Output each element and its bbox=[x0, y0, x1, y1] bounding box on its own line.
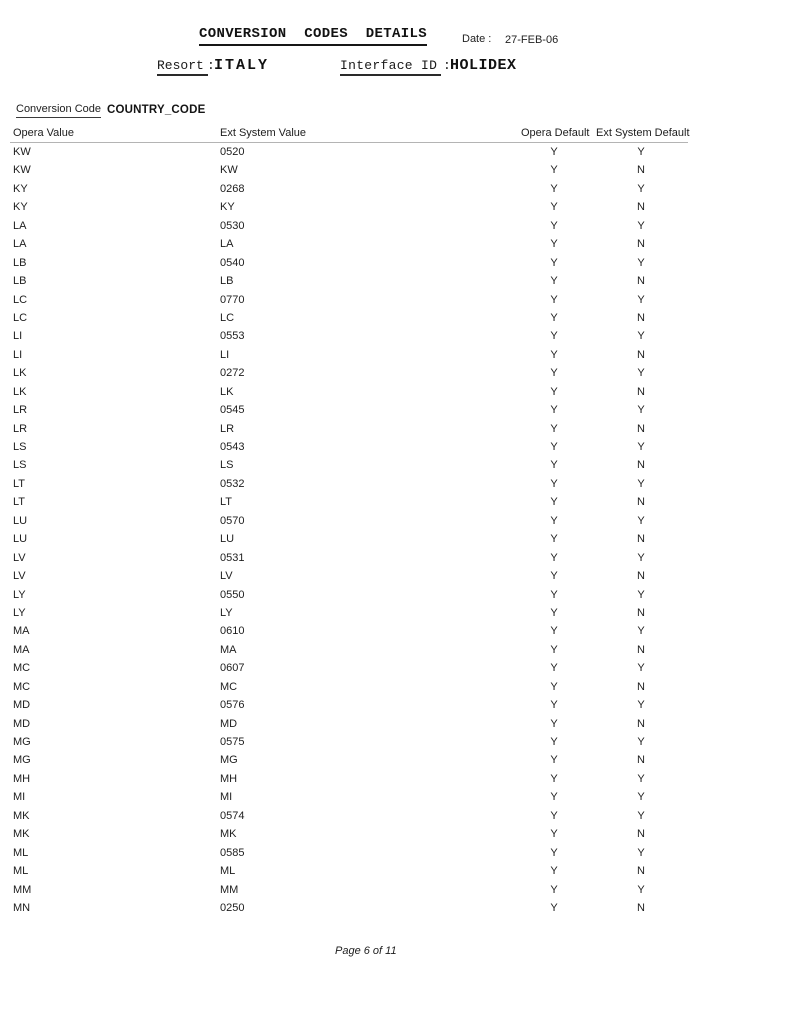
cell-ext-system-value: 0585 bbox=[220, 846, 245, 859]
table-row bbox=[0, 530, 791, 548]
cell-ext-system-value: 0545 bbox=[220, 404, 245, 417]
cell-ext-system-default: N bbox=[637, 533, 645, 546]
cell-ext-system-default: Y bbox=[637, 625, 645, 638]
cell-ext-system-default: Y bbox=[637, 699, 645, 712]
cell-ext-system-value: 0540 bbox=[220, 256, 245, 269]
cell-ext-system-value: 0531 bbox=[220, 551, 245, 564]
conversion-codes-table bbox=[0, 143, 791, 917]
table-row bbox=[0, 475, 791, 493]
cell-ext-system-default: N bbox=[637, 422, 645, 435]
cell-ext-system-value: 0607 bbox=[220, 662, 245, 675]
cell-ext-system-default: Y bbox=[637, 256, 645, 269]
table-row bbox=[0, 751, 791, 769]
cell-ext-system-value: 0550 bbox=[220, 588, 245, 601]
table-row bbox=[0, 844, 791, 862]
cell-ext-system-value: LB bbox=[220, 275, 234, 288]
cell-ext-system-value: MH bbox=[220, 772, 238, 785]
cell-opera-default: Y bbox=[550, 717, 558, 730]
table-row bbox=[0, 715, 791, 733]
cell-ext-system-default: Y bbox=[637, 182, 645, 195]
table-row bbox=[0, 309, 791, 327]
table-row bbox=[0, 641, 791, 659]
cell-opera-value: LI bbox=[13, 330, 23, 343]
cell-opera-value: ML bbox=[13, 846, 29, 859]
cell-ext-system-value: LC bbox=[220, 311, 235, 324]
cell-ext-system-default: Y bbox=[637, 330, 645, 343]
table-header-row bbox=[0, 127, 791, 141]
column-header-ext-system-default: Ext System Default bbox=[596, 127, 690, 139]
cell-ext-system-value: ML bbox=[220, 865, 236, 878]
table-row bbox=[0, 254, 791, 272]
cell-ext-system-value: MA bbox=[220, 643, 237, 656]
cell-ext-system-default: N bbox=[637, 828, 645, 841]
cell-ext-system-value: MC bbox=[220, 680, 238, 693]
cell-opera-value: MA bbox=[13, 643, 30, 656]
cell-opera-value: KY bbox=[13, 182, 28, 195]
table-row bbox=[0, 678, 791, 696]
cell-opera-default: Y bbox=[550, 883, 558, 896]
cell-ext-system-value: 0770 bbox=[220, 293, 245, 306]
cell-opera-value: KW bbox=[13, 146, 31, 158]
cell-opera-default: Y bbox=[550, 865, 558, 878]
cell-opera-default: Y bbox=[550, 828, 558, 841]
table-row bbox=[0, 235, 791, 253]
cell-opera-value: ML bbox=[13, 865, 29, 878]
cell-opera-value: LB bbox=[13, 275, 27, 288]
cell-ext-system-default: N bbox=[637, 311, 645, 324]
cell-ext-system-default: Y bbox=[637, 293, 645, 306]
cell-opera-default: Y bbox=[550, 422, 558, 435]
cell-ext-system-default: Y bbox=[637, 514, 645, 527]
cell-ext-system-value: MI bbox=[220, 791, 233, 804]
cell-opera-default: Y bbox=[550, 551, 558, 564]
cell-ext-system-default: Y bbox=[637, 146, 645, 158]
cell-opera-default: Y bbox=[550, 643, 558, 656]
cell-opera-value: LR bbox=[13, 404, 28, 417]
table-row bbox=[0, 291, 791, 309]
cell-ext-system-default: N bbox=[637, 680, 645, 693]
cell-ext-system-default: Y bbox=[637, 791, 645, 804]
cell-opera-default: Y bbox=[550, 736, 558, 748]
table-row bbox=[0, 383, 791, 401]
cell-opera-default: Y bbox=[550, 662, 558, 675]
table-row bbox=[0, 346, 791, 364]
cell-opera-value: MC bbox=[13, 662, 31, 675]
table-row bbox=[0, 549, 791, 567]
table-row bbox=[0, 401, 791, 419]
cell-ext-system-default: N bbox=[637, 459, 645, 472]
cell-opera-default: Y bbox=[550, 164, 558, 177]
resort-separator: : bbox=[207, 58, 215, 73]
cell-opera-value: LS bbox=[13, 441, 27, 453]
cell-opera-default: Y bbox=[550, 477, 558, 490]
cell-ext-system-default: N bbox=[637, 348, 645, 361]
page-number: Page 6 of 11 bbox=[335, 945, 397, 957]
cell-ext-system-value: 0268 bbox=[220, 182, 245, 195]
table-row bbox=[0, 567, 791, 585]
cell-ext-system-value: LS bbox=[220, 459, 234, 472]
cell-opera-default: Y bbox=[550, 533, 558, 546]
table-row bbox=[0, 180, 791, 198]
cell-opera-value: MI bbox=[13, 791, 26, 804]
cell-ext-system-default: N bbox=[637, 385, 645, 398]
cell-ext-system-value: 0553 bbox=[220, 330, 245, 343]
cell-opera-value: MC bbox=[13, 680, 31, 693]
column-header-ext-system-value: Ext System Value bbox=[220, 127, 306, 139]
cell-ext-system-default: Y bbox=[637, 846, 645, 859]
cell-ext-system-default: Y bbox=[637, 367, 645, 380]
cell-opera-default: Y bbox=[550, 588, 558, 601]
cell-opera-value: LA bbox=[13, 238, 27, 251]
cell-opera-default: Y bbox=[550, 256, 558, 269]
cell-opera-value: MK bbox=[13, 828, 30, 841]
cell-opera-default: Y bbox=[550, 385, 558, 398]
cell-ext-system-value: MG bbox=[220, 754, 238, 767]
cell-opera-value: LS bbox=[13, 459, 27, 472]
cell-ext-system-default: N bbox=[637, 570, 645, 583]
cell-opera-value: MG bbox=[13, 754, 31, 767]
cell-opera-default: Y bbox=[550, 348, 558, 361]
cell-opera-value: LK bbox=[13, 385, 27, 398]
cell-ext-system-default: N bbox=[637, 643, 645, 656]
cell-ext-system-default: N bbox=[637, 275, 645, 288]
table-row bbox=[0, 881, 791, 899]
cell-ext-system-default: Y bbox=[637, 477, 645, 490]
conversion-code-value: COUNTRY_CODE bbox=[107, 104, 206, 116]
column-header-opera-value: Opera Value bbox=[13, 127, 74, 139]
cell-opera-default: Y bbox=[550, 238, 558, 251]
cell-ext-system-default: Y bbox=[637, 772, 645, 785]
table-row bbox=[0, 438, 791, 456]
cell-opera-default: Y bbox=[550, 146, 558, 158]
cell-opera-value: LT bbox=[13, 477, 26, 490]
cell-ext-system-value: 0250 bbox=[220, 901, 245, 914]
cell-ext-system-value: MM bbox=[220, 883, 239, 896]
cell-ext-system-value: 0576 bbox=[220, 699, 245, 712]
table-row bbox=[0, 217, 791, 235]
cell-opera-default: Y bbox=[550, 496, 558, 509]
cell-ext-system-value: 0574 bbox=[220, 809, 245, 822]
cell-opera-default: Y bbox=[550, 201, 558, 214]
cell-opera-value: LR bbox=[13, 422, 28, 435]
cell-opera-default: Y bbox=[550, 625, 558, 638]
table-row bbox=[0, 696, 791, 714]
cell-ext-system-value: LT bbox=[220, 496, 233, 509]
interface-id-separator: : bbox=[443, 58, 451, 73]
cell-opera-value: LC bbox=[13, 293, 28, 306]
cell-opera-value: MM bbox=[13, 883, 32, 896]
cell-ext-system-value: KY bbox=[220, 201, 235, 214]
cell-opera-default: Y bbox=[550, 514, 558, 527]
cell-opera-default: Y bbox=[550, 275, 558, 288]
cell-opera-value: LK bbox=[13, 367, 27, 380]
cell-ext-system-value: 0530 bbox=[220, 219, 245, 232]
cell-opera-default: Y bbox=[550, 699, 558, 712]
cell-ext-system-default: Y bbox=[637, 219, 645, 232]
cell-opera-default: Y bbox=[550, 330, 558, 343]
cell-opera-value: LV bbox=[13, 551, 26, 564]
cell-ext-system-value: LK bbox=[220, 385, 234, 398]
cell-opera-value: MK bbox=[13, 809, 30, 822]
cell-opera-default: Y bbox=[550, 219, 558, 232]
cell-ext-system-default: Y bbox=[637, 551, 645, 564]
cell-opera-value: LI bbox=[13, 348, 23, 361]
table-row bbox=[0, 733, 791, 751]
cell-opera-default: Y bbox=[550, 791, 558, 804]
cell-opera-value: MA bbox=[13, 625, 30, 638]
cell-ext-system-default: N bbox=[637, 865, 645, 878]
table-row bbox=[0, 456, 791, 474]
cell-ext-system-default: Y bbox=[637, 588, 645, 601]
cell-ext-system-value: MK bbox=[220, 828, 237, 841]
cell-opera-value: MG bbox=[13, 736, 31, 748]
cell-opera-value: MH bbox=[13, 772, 31, 785]
table-row bbox=[0, 604, 791, 622]
cell-opera-value: LY bbox=[13, 606, 26, 619]
cell-opera-default: Y bbox=[550, 570, 558, 583]
cell-ext-system-value: 0520 bbox=[220, 146, 245, 158]
cell-ext-system-default: N bbox=[637, 164, 645, 177]
cell-opera-value: LY bbox=[13, 588, 26, 601]
cell-ext-system-default: Y bbox=[637, 662, 645, 675]
cell-opera-value: LT bbox=[13, 496, 26, 509]
cell-opera-default: Y bbox=[550, 809, 558, 822]
cell-ext-system-default: N bbox=[637, 496, 645, 509]
cell-opera-default: Y bbox=[550, 293, 558, 306]
table-row bbox=[0, 161, 791, 179]
date-label: Date : bbox=[462, 33, 492, 45]
date-value: 27-FEB-06 bbox=[505, 34, 559, 46]
cell-opera-default: Y bbox=[550, 441, 558, 453]
cell-opera-value: LC bbox=[13, 311, 28, 324]
table-row bbox=[0, 825, 791, 843]
table-row bbox=[0, 143, 791, 161]
table-row bbox=[0, 586, 791, 604]
cell-ext-system-value: 0532 bbox=[220, 477, 245, 490]
table-row bbox=[0, 493, 791, 511]
cell-opera-default: Y bbox=[550, 754, 558, 767]
cell-ext-system-default: Y bbox=[637, 883, 645, 896]
cell-ext-system-value: LY bbox=[220, 606, 233, 619]
cell-ext-system-value: KW bbox=[220, 164, 238, 177]
cell-opera-value: KY bbox=[13, 201, 28, 214]
cell-opera-default: Y bbox=[550, 404, 558, 417]
cell-opera-default: Y bbox=[550, 772, 558, 785]
cell-ext-system-value: 0570 bbox=[220, 514, 245, 527]
cell-opera-value: MD bbox=[13, 699, 31, 712]
interface-id-value: HOLIDEX bbox=[450, 57, 517, 74]
cell-ext-system-default: Y bbox=[637, 404, 645, 417]
cell-ext-system-default: N bbox=[637, 717, 645, 730]
resort-value: ITALY bbox=[214, 57, 270, 74]
cell-ext-system-value: 0575 bbox=[220, 736, 245, 748]
report-title: CONVERSION CODES DETAILS bbox=[199, 26, 427, 46]
cell-ext-system-value: 0610 bbox=[220, 625, 245, 638]
cell-ext-system-default: N bbox=[637, 754, 645, 767]
cell-ext-system-value: LA bbox=[220, 238, 234, 251]
cell-opera-value: LU bbox=[13, 533, 28, 546]
cell-ext-system-default: Y bbox=[637, 736, 645, 748]
table-row bbox=[0, 420, 791, 438]
cell-opera-default: Y bbox=[550, 367, 558, 380]
cell-opera-default: Y bbox=[550, 846, 558, 859]
table-row bbox=[0, 659, 791, 677]
table-row bbox=[0, 364, 791, 382]
cell-ext-system-default: N bbox=[637, 606, 645, 619]
table-row bbox=[0, 512, 791, 530]
table-row bbox=[0, 198, 791, 216]
cell-ext-system-default: Y bbox=[637, 441, 645, 453]
cell-ext-system-value: 0543 bbox=[220, 441, 245, 453]
cell-opera-value: LU bbox=[13, 514, 28, 527]
cell-ext-system-value: LI bbox=[220, 348, 230, 361]
cell-ext-system-default: Y bbox=[637, 809, 645, 822]
cell-opera-default: Y bbox=[550, 680, 558, 693]
table-row bbox=[0, 770, 791, 788]
cell-opera-value: MN bbox=[13, 901, 31, 914]
cell-ext-system-default: N bbox=[637, 238, 645, 251]
table-row bbox=[0, 272, 791, 290]
cell-ext-system-default: N bbox=[637, 901, 645, 914]
cell-ext-system-value: 0272 bbox=[220, 367, 245, 380]
cell-opera-default: Y bbox=[550, 459, 558, 472]
cell-ext-system-value: LU bbox=[220, 533, 235, 546]
cell-opera-value: LV bbox=[13, 570, 26, 583]
resort-label: Resort bbox=[157, 58, 208, 76]
cell-opera-value: MD bbox=[13, 717, 31, 730]
column-header-opera-default: Opera Default bbox=[521, 127, 590, 139]
conversion-code-label: Conversion Code bbox=[16, 103, 101, 118]
cell-ext-system-value: MD bbox=[220, 717, 238, 730]
cell-opera-value: LB bbox=[13, 256, 27, 269]
interface-id-label: Interface ID bbox=[340, 58, 441, 76]
table-row bbox=[0, 807, 791, 825]
cell-ext-system-value: LR bbox=[220, 422, 235, 435]
cell-opera-default: Y bbox=[550, 182, 558, 195]
table-row bbox=[0, 788, 791, 806]
cell-opera-value: KW bbox=[13, 164, 31, 177]
cell-opera-default: Y bbox=[550, 311, 558, 324]
cell-opera-default: Y bbox=[550, 606, 558, 619]
cell-ext-system-default: N bbox=[637, 201, 645, 214]
table-row bbox=[0, 862, 791, 880]
cell-opera-value: LA bbox=[13, 219, 27, 232]
cell-ext-system-value: LV bbox=[220, 570, 233, 583]
table-row bbox=[0, 899, 791, 917]
table-row bbox=[0, 622, 791, 640]
cell-opera-default: Y bbox=[550, 901, 558, 914]
table-row bbox=[0, 327, 791, 345]
